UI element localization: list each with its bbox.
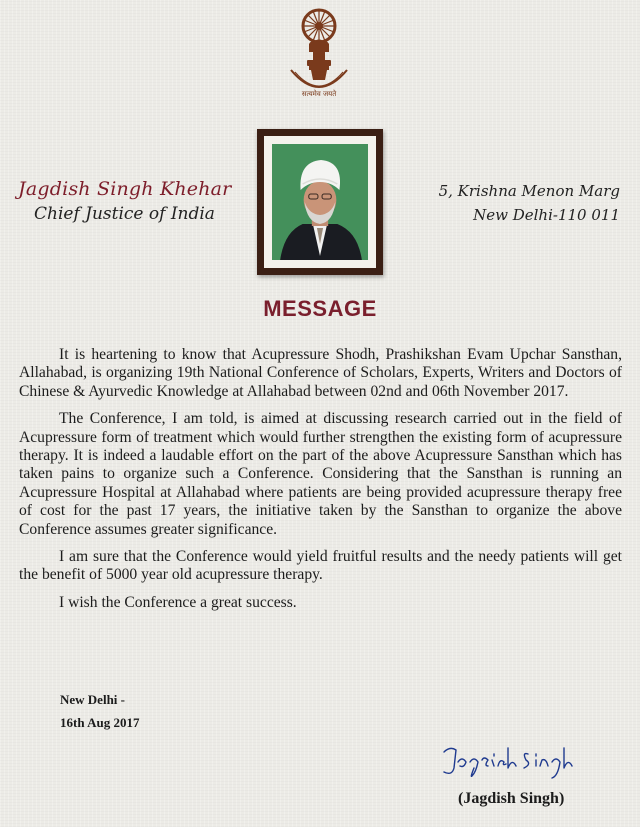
- sender-name: Jagdish Singh Khehar: [18, 178, 232, 200]
- lion-capital-icon: [279, 4, 359, 112]
- paragraph: I am sure that the Conference would yield fruitful results and the needy patients will get the benefit of 5000 year old acupressure therapy.: [19, 548, 622, 584]
- paragraph: The Conference, I am told, is aimed at discussing research carried out in the field of Acupressure form of treatment which would further strengthen the existing form of acupressure therapy. It is indeed a laudable effort on the part of the above Acupressure Sansthan which has taken pains to organize such a Conference. Considering that the Sansthan is running an Acupressure Hospital at Allahabad where patients are being provided acupressure therapy free of cost for the past 17 years, the initiative taken by the Sansthan to organize the above Conference assumes greater significance.: [19, 410, 622, 538]
- emblem-motto: सत्यमेव जयते: [301, 90, 337, 98]
- sender-title: Chief Justice of India: [34, 204, 215, 224]
- state-emblem: [279, 4, 359, 112]
- address-block: [439, 182, 620, 224]
- portrait-frame: [257, 129, 383, 275]
- place-date-block: [60, 692, 139, 738]
- handwritten-signature: [436, 738, 596, 782]
- date: 16th Aug 2017: [60, 715, 140, 730]
- sender-block: [18, 178, 231, 224]
- signer-name: (Jagdish Singh): [458, 790, 565, 807]
- address-line-2: New Delhi-110 011: [473, 206, 620, 224]
- portrait-photo: [272, 144, 368, 260]
- place: New Delhi -: [60, 692, 125, 707]
- message-body: [19, 346, 622, 621]
- paragraph: It is heartening to know that Acupressure Shodh, Prashikshan Evam Upchar Sansthan, Allahabad, is organizing 19th National Conference of Scholars, Experts, Writers and Doctors of Chinese & Ayurvedic Knowledge at Allahabad between 02nd and 06th November 2017.: [19, 346, 622, 400]
- paragraph: I wish the Conference a great success.: [59, 593, 297, 611]
- address-line-1: 5, Krishna Menon Marg: [438, 182, 620, 200]
- message-heading: MESSAGE: [263, 296, 377, 321]
